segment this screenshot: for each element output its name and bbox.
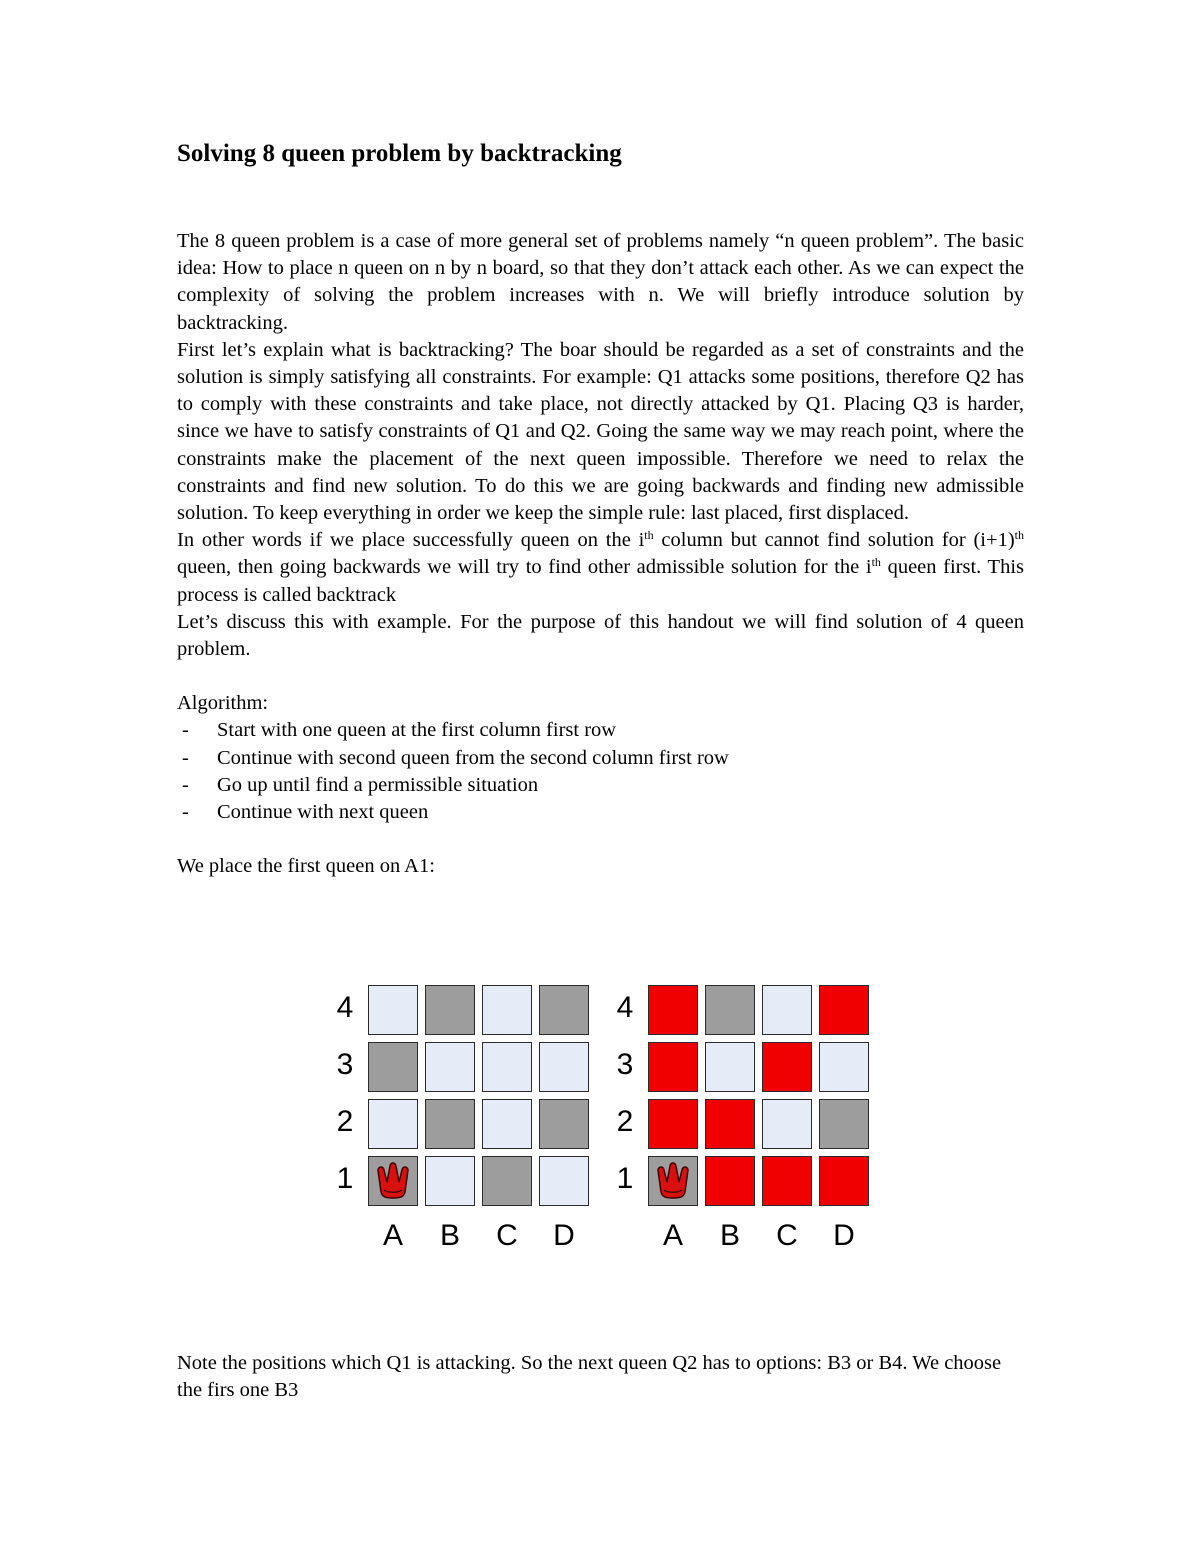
right-board-file-label: B: [719, 1219, 740, 1252]
page-title: Solving 8 queen problem by backtracking: [177, 140, 622, 167]
left-board-square-b4: [425, 985, 475, 1035]
left-board-square-a4: [368, 985, 418, 1035]
right-board-square-c2: [762, 1099, 812, 1149]
left-board-square-d4: [539, 985, 589, 1035]
backtrack-definition-paragraph: In other words if we place successfully queen on the $i^{th}$ column but cannot find solution for $(i+1)^{th}$ queen, then going backwards we will try to find other admissible solution for the $i^{th}$ queen first. This process is called backtrack: [177, 528, 1024, 606]
right-board-square-b1: [705, 1156, 755, 1206]
left-board-file-label: A: [382, 1219, 403, 1252]
right-board-file-label: D: [833, 1219, 855, 1252]
right-board-square-d3: [819, 1042, 869, 1092]
left-board-rank-label: 1: [336, 1162, 354, 1195]
right-board-square-a4: [648, 985, 698, 1035]
left-board-rank-label: 2: [336, 1105, 354, 1138]
algorithm-label: Algorithm:: [177, 692, 269, 715]
right-board-rank-label: 2: [616, 1105, 634, 1138]
right-board-square-c4: [762, 985, 812, 1035]
first-queen-caption: We place the first queen on A1:: [177, 855, 435, 878]
queen-icon: [372, 1160, 414, 1202]
right-board-square-c3: [762, 1042, 812, 1092]
left-board-file-label: C: [496, 1219, 518, 1252]
right-board-square-b3: [705, 1042, 755, 1092]
right-board-square-d4: [819, 985, 869, 1035]
right-board-square-d1: [819, 1156, 869, 1206]
left-board-square-c4: [482, 985, 532, 1035]
list-item: - Start with one queen at the first column first row: [182, 719, 617, 742]
queen-icon: [652, 1160, 694, 1202]
left-board-square-c3: [482, 1042, 532, 1092]
algorithm-steps: [177, 717, 1024, 826]
left-board-square-a3: [368, 1042, 418, 1092]
example-paragraph: Let’s discuss this with example. For the purpose of this handout we will find solution of 4 queen problem.: [177, 610, 1024, 661]
right-board-rank-label: 1: [616, 1162, 634, 1195]
left-board-rank-label: 4: [336, 991, 354, 1024]
list-item: - Continue with second queen from the second column first row: [182, 746, 729, 769]
right-board-square-d2: [819, 1099, 869, 1149]
left-board-square-b1: [425, 1156, 475, 1206]
list-item: - Continue with next queen: [182, 801, 429, 824]
left-board-square-c1: [482, 1156, 532, 1206]
right-board-rank-label: 3: [616, 1048, 634, 1081]
chessboard-attacked: [610, 980, 1130, 1270]
left-board-square-d2: [539, 1099, 589, 1149]
right-board-square-a1: [648, 1156, 698, 1206]
right-board-rank-label: 4: [616, 991, 634, 1024]
left-board-square-a1: [368, 1156, 418, 1206]
right-board-square-c1: [762, 1156, 812, 1206]
left-board-square-d1: [539, 1156, 589, 1206]
right-board-square-a3: [648, 1042, 698, 1092]
left-board-file-label: D: [553, 1219, 575, 1252]
note-paragraph: Note the positions which Q1 is attacking. So the next queen Q2 has to options: B3 or B4. We choose the firs one B3: [177, 1352, 1002, 1402]
body-text: [177, 228, 1024, 880]
left-board-square-d3: [539, 1042, 589, 1092]
right-board-file-label: C: [776, 1219, 798, 1252]
left-board-file-label: B: [439, 1219, 460, 1252]
list-item: - Go up until find a permissible situation: [182, 773, 539, 796]
left-board-square-a2: [368, 1099, 418, 1149]
left-board-square-b2: [425, 1099, 475, 1149]
right-board-square-b4: [705, 985, 755, 1035]
intro-paragraph: The 8 queen problem is a case of more general set of problems namely “n queen problem”. The basic idea: How to place n queen on n by n board, so that they don’t attack each other. As we can expect the complexity of solving the problem increases with n. We will briefly introduce solution by backtracking.: [177, 230, 1024, 334]
right-board-square-b2: [705, 1099, 755, 1149]
left-board-square-b3: [425, 1042, 475, 1092]
left-board-rank-label: 3: [336, 1048, 354, 1081]
right-board-square-a2: [648, 1099, 698, 1149]
backtracking-paragraph: First let’s explain what is backtracking? The boar should be regarded as a set of constraints and the solution is simply satisfying all constraints. For example: Q1 attacks some positions, therefore Q2 has to comply with these constraints and take place, not directly attacked by Q1. Placing Q3 is harder, since we have to satisfy constraints of Q1 and Q2. Going the same way we may reach point, where the constraints make the placement of the next queen impossible. Therefore we need to relax the constraints and find new solution. To do this we are going backwards and finding new admissible solution. To keep everything in order we keep the simple rule: last placed, first displaced.: [177, 338, 1024, 525]
left-board-square-c2: [482, 1099, 532, 1149]
right-board-file-label: A: [662, 1219, 683, 1252]
